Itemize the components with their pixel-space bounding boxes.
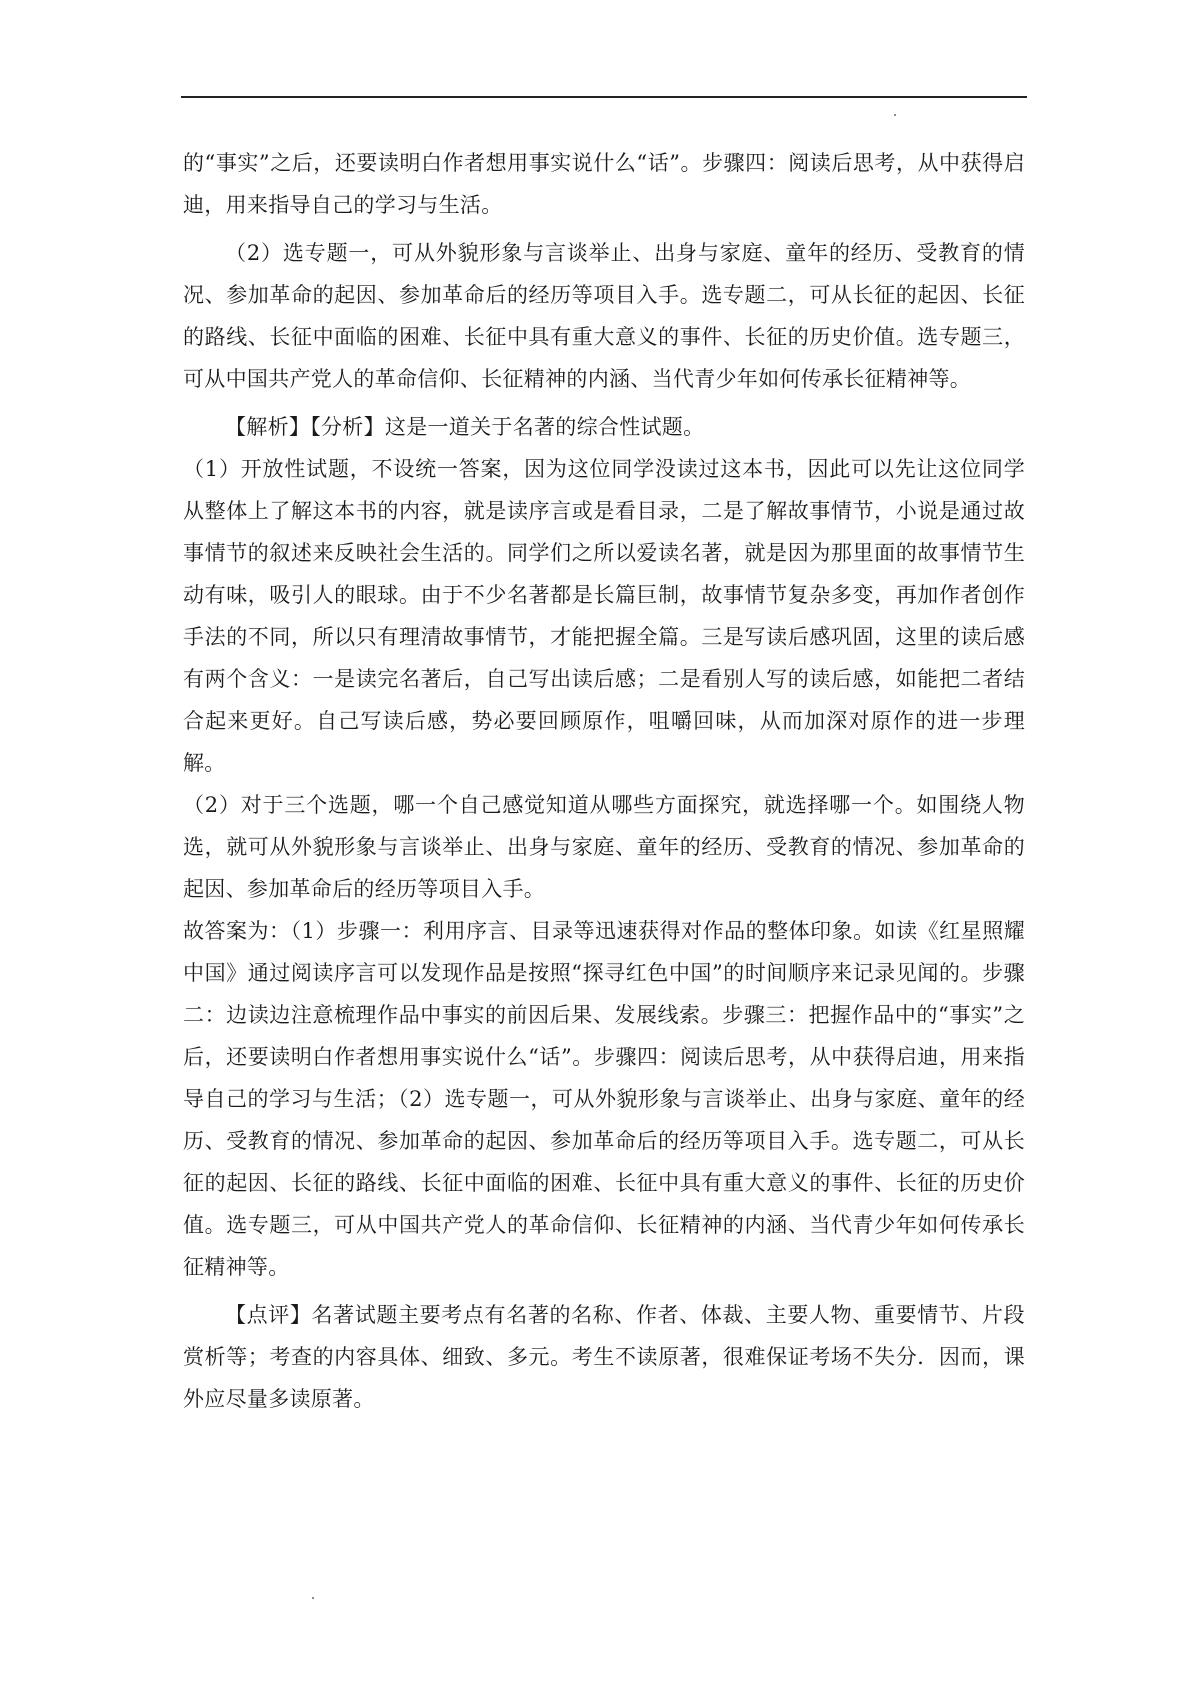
paragraph-analysis-part-2: （2）对于三个选题，哪一个自己感觉知道从哪些方面探究，就选择哪一个。如围绕人物选，就可从外貌形象与言谈举止、出身与家庭、童年的经历、受教育的情况、参加革命的起因、参加革命后的经历等项目入手。 (183, 793, 1025, 901)
stray-dot-top (894, 114, 896, 116)
stray-dot-bottom (312, 1597, 314, 1599)
paragraph-answer-part-2: （2）选专题一，可从外貌形象与言谈举止、出身与家庭、童年的经历、受教育的情况、参加革命的起因、参加革命后的经历等项目入手。选专题二，可从长征的起因、长征的路线、长征中面临的困难、长征中具有重大意义的事件、长征的历史价值。选专题三，可从中国共产党人的革命信仰、长征精神的内涵、当代青少年如何传承长征精神等。 (183, 241, 1025, 391)
document-body (183, 142, 1025, 1420)
paragraph-final-answer: 故答案为：（1）步骤一：利用序言、目录等迅速获得对作品的整体印象。如读《红星照耀中国》通过阅读序言可以发现作品是按照“探寻红色中国”的时间顺序来记录见闻的。步骤二：边读边注意梳理作品中事实的前因后果、发展线索。步骤三：把握作品中的“事实”之后，还要读明白作者想用事实说什么“话”。步骤四：阅读后思考，从中获得启迪，用来指导自己的学习与生活；（2）选专题一，可从外貌形象与言谈举止、出身与家庭、童年的经历、受教育的情况、参加革命的起因、参加革命后的经历等项目入手。选专题二，可从长征的起因、长征的路线、长征中面临的困难、长征中具有重大意义的事件、长征的历史价值。选专题三，可从中国共产党人的革命信仰、长征精神的内涵、当代青少年如何传承长征精神等。 (183, 919, 1025, 1279)
paragraph-analysis-part-1: （1）开放性试题，不设统一答案，因为这位同学没读过这本书，因此可以先让这位同学从整体上了解这本书的内容，就是读序言或是看目录，二是了解故事情节，小说是通过故事情节的叙述来反映社会生活的。同学们之所以爱读名著，就是因为那里面的故事情节生动有味，吸引人的眼球。由于不少名著都是长篇巨制，故事情节复杂多变，再加作者创作手法的不同，所以只有理清故事情节，才能把握全篇。三是写读后感巩固，这里的读后感有两个含义：一是读完名著后，自己写出读后感；二是看别人写的读后感，如能把二者结合起来更好。自己写读后感，势必要回顾原作，咀嚼回味，从而加深对原作的进一步理解。 (183, 457, 1025, 775)
header-rule (181, 96, 1027, 98)
paragraph-continuation: 的“事实”之后，还要读明白作者想用事实说什么“话”。步骤四：阅读后思考，从中获得启迪，用来指导自己的学习与生活。 (183, 151, 1025, 217)
paragraph-analysis-heading: 【解析】【分析】这是一道关于名著的综合性试题。 (225, 415, 705, 439)
paragraph-comment: 【点评】名著试题主要考点有名著的名称、作者、体裁、主要人物、重要情节、片段赏析等；考查的内容具体、细致、多元。考生不读原著，很难保证考场不失分．因而，课外应尽量多读原著。 (183, 1303, 1025, 1411)
